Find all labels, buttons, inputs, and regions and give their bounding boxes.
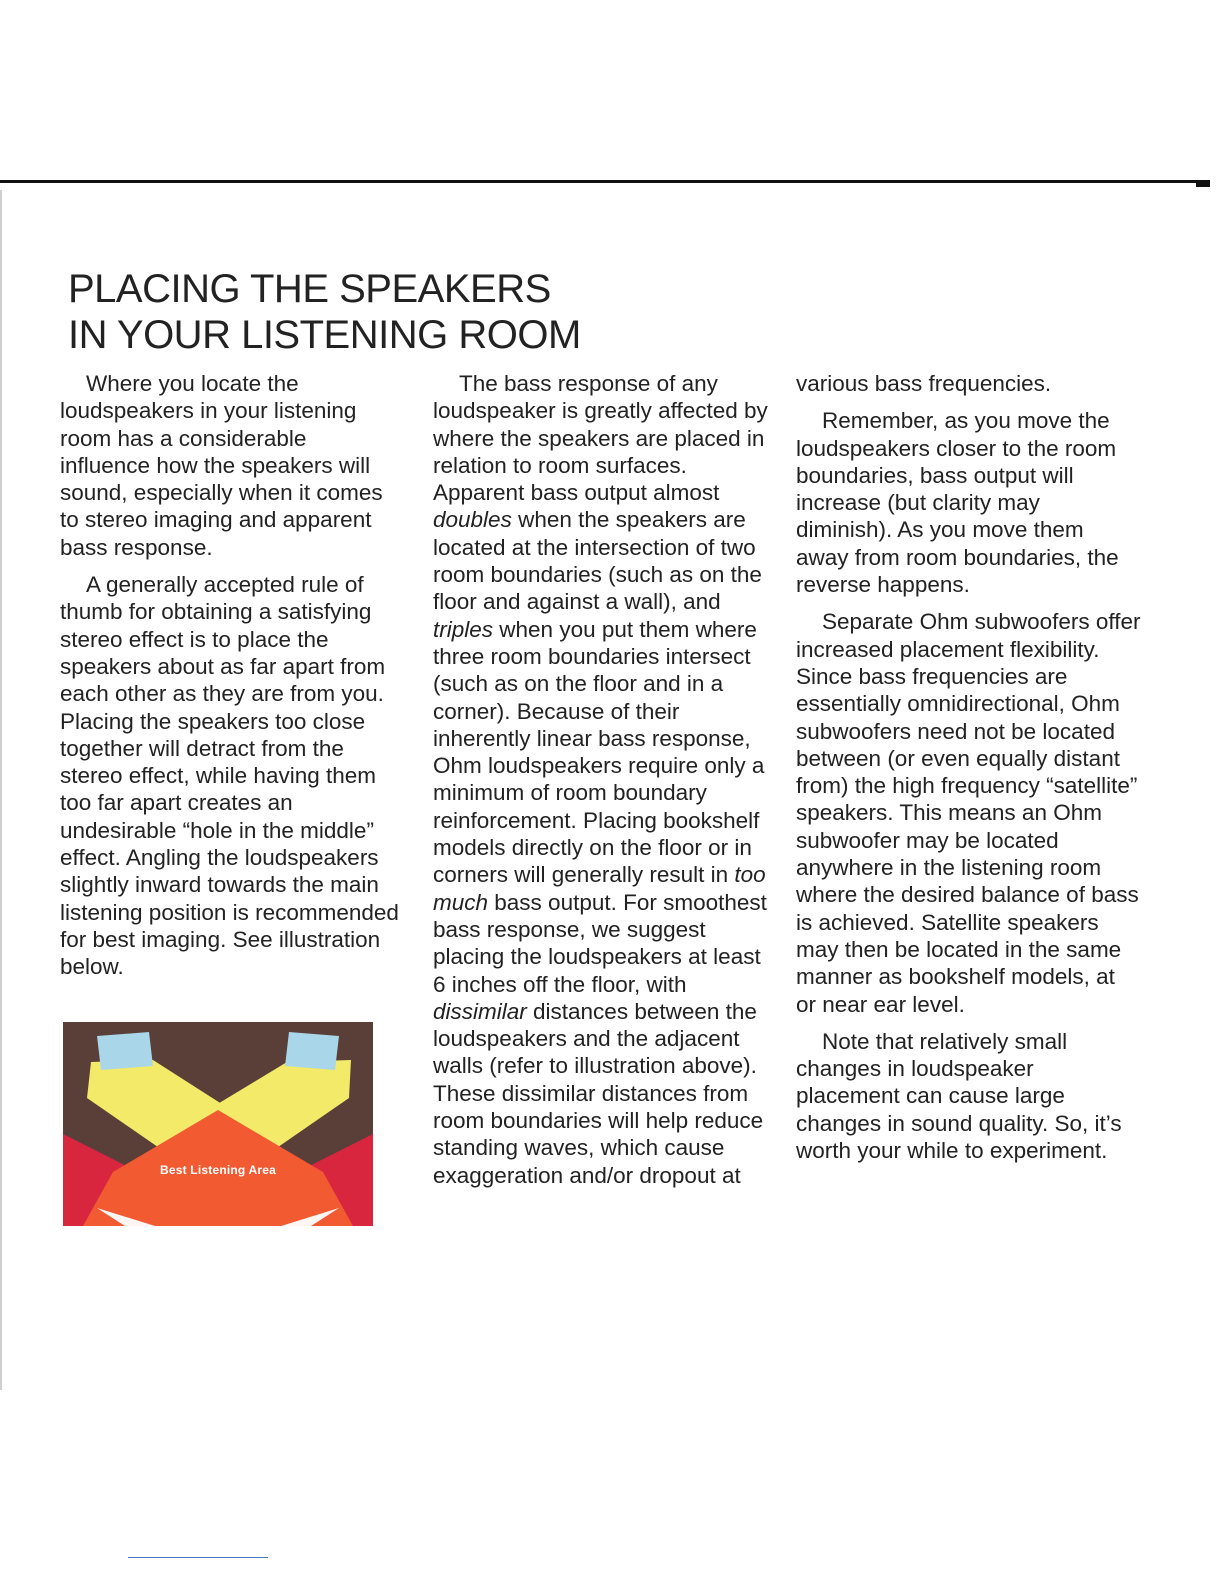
col2-emphasis-dissimilar: dissimilar [433, 998, 527, 1024]
column-1 [60, 370, 400, 981]
col2-emphasis-doubles: doubles [433, 507, 512, 533]
page-title-line1: PLACING THE SPEAKERS [68, 267, 551, 311]
page-edge [0, 190, 2, 1390]
col2-emphasis-triples: triples [433, 616, 494, 642]
page-title-line2: IN YOUR LISTENING ROOM [68, 313, 581, 357]
top-rule-tick [1196, 180, 1210, 187]
col3-continuation: various bass frequencies. [796, 371, 1052, 396]
col1-paragraph-1: Where you locate the loudspeakers in your listening room has a considerable influence how the speakers will sound, especially when it comes to stereo imaging and apparent bass response. [60, 371, 383, 560]
column-3 [796, 370, 1141, 1164]
bottom-link-rule [128, 1557, 268, 1558]
col2-text-i: distances between the loudspeakers and the adjacent walls (refer to illustration above). These dissimilar distances from room boundaries will help reduce standing waves, which cause exaggeration and/or dropout at [433, 998, 764, 1188]
page-title [68, 266, 581, 358]
col3-paragraph-3: Note that relatively small changes in loudspeaker placement can cause large changes in sound quality. So, it’s worth your while to experiment. [796, 1028, 1122, 1164]
top-rule [0, 180, 1200, 183]
col3-paragraph-2: Separate Ohm subwoofers offer increased placement flexibility. Since bass frequencies are essentially omnidirectional, Ohm subwoofers need not be located between (or even equally distant from) the high frequency “satellite” speakers. This means an Ohm subwoofer may be located anywhere in the listening room where the desired balance of bass is achieved. Satellite speakers may then be located in the same manner as bookshelf models, at or near ear level. [796, 609, 1141, 1017]
column-2 [433, 370, 778, 1189]
left-speaker [97, 1032, 153, 1070]
col2-emphasis-too-much: too much [433, 862, 766, 915]
col2-text-e: when you put them where three room boundaries intersect (such as on the floor and in a corner). Because of their inherently linear bass response, Ohm loudspeakers require only a minimum of room boundary reinforcement. Placing bookshelf models directly on the floor or in corners will generally result in [433, 616, 765, 888]
col2-text-a: The bass response of any loudspeaker is greatly affected by where the speakers are placed in relation to room surfaces. Apparent bass output almost [433, 371, 768, 506]
col3-paragraph-1: Remember, as you move the loudspeakers closer to the room boundaries, bass output will increase (but clarity may diminish). As you move them away from room boundaries, the reverse happens. [796, 408, 1119, 598]
col2-text-g: bass output. For smoothest bass response, we suggest placing the loudspeakers at least 6 inches off the floor, with [433, 889, 767, 997]
col1-paragraph-2: A generally accepted rule of thumb for obtaining a satisfying stereo effect is to place the speakers about as far apart from each other as they are from you. Placing the speakers too close together will detract from the stereo effect, while having them too far apart creates an undesirable “hole in the middle” effect. Angling the loudspeakers slightly inward towards the main listening position is recommended for best imaging. See illustration below. [60, 572, 399, 980]
best-listening-area-label: Best Listening Area [159, 1163, 277, 1177]
col2-paragraph-1 [433, 370, 778, 1189]
right-speaker [285, 1032, 339, 1070]
illustration-svg [63, 1022, 373, 1226]
col2-text-c: when the speakers are located at the intersection of two room boundaries (such as on the floor and against a wall), and [433, 507, 762, 615]
listening-area-illustration [63, 1022, 373, 1226]
